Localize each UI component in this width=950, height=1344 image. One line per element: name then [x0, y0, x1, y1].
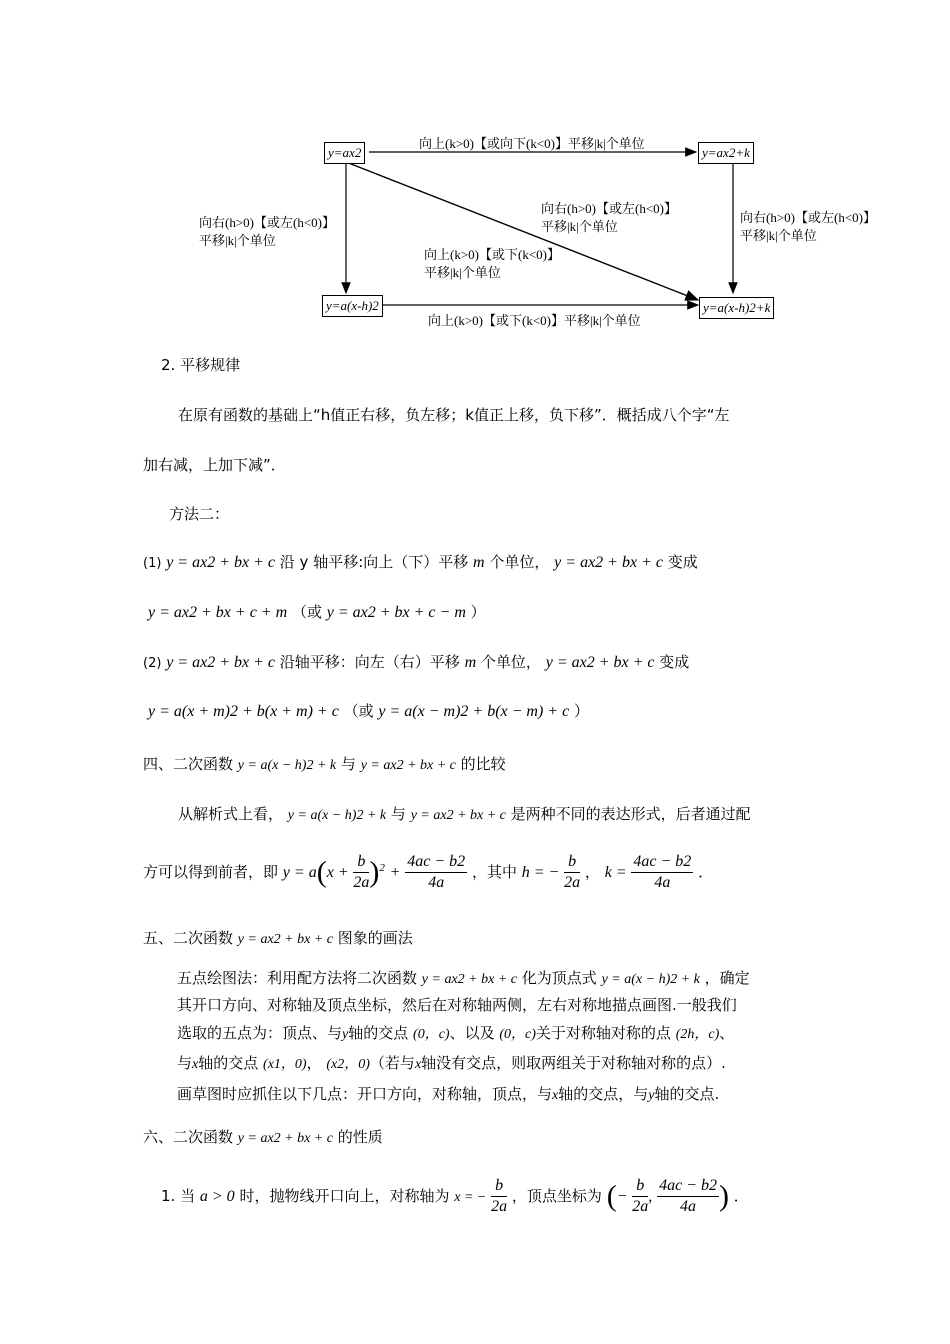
- left-paren: (: [316, 855, 327, 889]
- section-6-item-1: [161, 1176, 749, 1217]
- s6-item-c: ，顶点坐标为: [511, 1187, 602, 1205]
- fraction-b-over-2a: [353, 852, 369, 893]
- s5-l3-e: 、: [719, 1024, 735, 1042]
- s5-l5-b: 轴的交点，与: [558, 1085, 649, 1103]
- rule-paragraph-line1: 在原有函数的基础上“h值正右移，负左移；k值正上移，负下移”．概括成八个字“左: [178, 406, 730, 424]
- s5-l1-c: ，确定: [704, 969, 750, 987]
- s6-axis-eq: x = −: [454, 1190, 487, 1205]
- frac-numerator: b: [632, 1176, 648, 1197]
- section-6-heading-tail: 的性质: [337, 1128, 383, 1146]
- s5-l3-b: 轴的交点: [348, 1024, 409, 1042]
- method-2-or: （或: [343, 702, 374, 720]
- section-5-line1: [177, 967, 750, 988]
- edge-left-label-1: 向右(h>0)【或左(h<0)】: [199, 215, 335, 230]
- s5-l1-eq2: y = a(x − h)2 + k: [601, 972, 700, 987]
- s6-comma: ,: [648, 1188, 653, 1205]
- s6-condition: a > 0: [199, 1188, 235, 1205]
- s6-item-a: 1. 当: [161, 1187, 196, 1205]
- s5-point-y-intercept: (0，c): [499, 1027, 536, 1042]
- method-1-text-2: 个单位，: [489, 553, 550, 571]
- rule-paragraph-line2: 加右减，上加下减”．: [143, 456, 286, 474]
- frac-denominator: 4a: [654, 874, 671, 891]
- frac-numerator: 4ac − b2: [631, 852, 693, 873]
- method-1-result-alt: y = ax2 + bx + c − m: [326, 604, 466, 621]
- section-4-x-plus: x +: [326, 864, 349, 881]
- method-2-eq-a: y = ax2 + bx + c: [166, 654, 275, 671]
- section-4-p1-eq1: y = a(x − h)2 + k: [287, 808, 387, 823]
- section-4-y-eq: y = a: [282, 864, 317, 881]
- s6-axis-fraction: [491, 1176, 507, 1217]
- s5-l4-e: 轴没有交点，则取两组关于对称轴对称的点）.: [421, 1054, 726, 1072]
- s5-l4-x: x: [192, 1057, 199, 1072]
- translation-diagram: [0, 0, 950, 340]
- section-4-p1-a: 从解析式上看，: [178, 805, 284, 823]
- s5-l1-eq: y = ax2 + bx + c: [421, 972, 517, 987]
- frac-numerator: 4ac − b2: [405, 852, 467, 873]
- frac-denominator: 4a: [428, 874, 445, 891]
- section-4-where: ，其中: [471, 863, 517, 881]
- section-4-para-line1: [178, 803, 751, 824]
- method-1-eq-a: y = ax2 + bx + c: [166, 554, 275, 571]
- method-1-line1: [143, 551, 698, 572]
- period: ．: [698, 863, 714, 881]
- method-1-number: (1): [143, 556, 162, 571]
- s5-l3-d: 关于对称轴对称的点: [535, 1024, 671, 1042]
- edge-bottom-label: 向上(k>0)【或下(k<0)】平移|k|个单位: [428, 313, 641, 328]
- h-equals: h = −: [521, 864, 560, 881]
- s6-item-b: 时，抛物线开口向上，对称轴为: [239, 1187, 450, 1205]
- left-paren: (: [606, 1179, 617, 1213]
- section-4-heading: [143, 753, 506, 774]
- edge-top-label: 向上(k>0)【或向下(k<0)】平移|k|个单位: [419, 136, 645, 151]
- method-2-eq-b: y = ax2 + bx + c: [545, 654, 655, 671]
- section-2-heading: 2. 平移规律: [161, 356, 241, 374]
- section-5-line4: [177, 1052, 726, 1073]
- edge-diag-a-label-1: 向右(h>0)【或左(h<0)】: [541, 201, 677, 216]
- arrow-diagonal: [346, 162, 698, 300]
- method-1-m: m: [473, 554, 485, 571]
- frac-numerator: b: [353, 852, 369, 873]
- right-paren: ): [369, 855, 380, 889]
- section-4-compare: 的比较: [460, 755, 506, 773]
- frac-numerator: b: [564, 852, 580, 873]
- s5-l1-a: 五点绘图法：利用配方法将二次函数: [177, 969, 418, 987]
- s5-point-symmetric: (2h，c): [675, 1027, 720, 1042]
- method-2-close: ）: [573, 702, 589, 720]
- period: ．: [733, 1187, 749, 1205]
- s5-l5-x: x: [552, 1088, 559, 1103]
- node-bottom-right: y=a(x-h)2+k: [699, 297, 774, 319]
- method-2-text-1: 沿轴平移：向左（右）平移: [279, 653, 460, 671]
- s5-l5-a: 画草图时应抓住以下几点：开口方向，对称轴，顶点，与: [177, 1085, 553, 1103]
- frac-denominator: 2a: [564, 874, 581, 891]
- s5-l5-y: y: [648, 1088, 655, 1103]
- right-paren: ): [718, 1179, 729, 1213]
- method-2-m: m: [464, 654, 477, 671]
- section-5-line5: [177, 1083, 719, 1104]
- s5-l1-b: 化为顶点式: [521, 969, 597, 987]
- frac-denominator: 4a: [680, 1198, 697, 1215]
- method-2-line1: [143, 651, 689, 672]
- method-2-number: (2): [143, 656, 162, 671]
- frac-numerator: 4ac − b2: [657, 1176, 719, 1197]
- plus-sign: +: [389, 864, 401, 881]
- method-1-result: y = ax2 + bx + c + m: [148, 604, 288, 621]
- frac-numerator: b: [491, 1176, 507, 1197]
- square-exponent: 2: [379, 862, 385, 874]
- k-equals: k =: [604, 864, 627, 881]
- method-1-line2: [148, 601, 486, 622]
- section-4-para-line2: [143, 852, 713, 893]
- section-6-eq: y = ax2 + bx + c: [237, 1131, 333, 1146]
- section-4-p2-a: 方可以得到前者，即: [143, 863, 279, 881]
- method-1-text-3: 变成: [667, 553, 698, 571]
- s5-l3-a: 选取的五点为：顶点、与: [177, 1024, 343, 1042]
- s5-l4-b: 轴的交点: [198, 1054, 259, 1072]
- frac-denominator: 2a: [491, 1198, 508, 1215]
- section-5-heading-tail: 图象的画法: [337, 929, 413, 947]
- section-5-line2: 其开口方向、对称轴及顶点坐标，然后在对称轴两侧，左右对称地描点画图.一般我们: [177, 996, 737, 1014]
- s5-l3-y: y: [342, 1027, 349, 1042]
- s5-l4-x2: x: [414, 1057, 422, 1072]
- s5-l4-c: ，: [306, 1054, 322, 1072]
- fraction-k-value: [405, 852, 467, 893]
- s5-l5-c: 轴的交点.: [654, 1085, 720, 1103]
- edge-right-label-2: 平移|k|个单位: [740, 228, 817, 243]
- node-top-right: y=ax2+k: [698, 142, 754, 164]
- method-1-text-1: 沿 y 轴平移:向上（下）平移: [279, 553, 469, 571]
- s5-point-x1: (x1，0): [263, 1057, 307, 1072]
- section-5-heading: [143, 927, 413, 948]
- node-bottom-left: y=a(x-h)2: [322, 295, 383, 317]
- method-two-label: 方法二：: [169, 505, 230, 523]
- s5-l4-d: （若与: [369, 1054, 415, 1072]
- section-4-eq-vertex: y = a(x − h)2 + k: [237, 758, 337, 773]
- method-2-text-2: 个单位，: [480, 653, 541, 671]
- s5-l3-c: 、以及: [449, 1024, 495, 1042]
- section-4-heading-text: 四、二次函数: [143, 755, 234, 773]
- method-1-close: ）: [470, 603, 486, 621]
- edge-diag-b-label-1: 向上(k>0)【或下(k<0)】: [424, 247, 560, 262]
- section-4-and: 与: [340, 755, 356, 773]
- fraction-h: [564, 852, 580, 893]
- section-4-p1-b: 与: [390, 805, 406, 823]
- frac-denominator: 2a: [632, 1198, 649, 1215]
- comma: ，: [584, 863, 600, 881]
- s6-neg: −: [616, 1188, 628, 1205]
- s6-vertex-x-fraction: [632, 1176, 648, 1217]
- s5-l4-a: 与: [177, 1054, 193, 1072]
- method-2-result: y = a(x + m)2 + b(x + m) + c: [148, 703, 339, 720]
- method-2-text-3: 变成: [659, 653, 690, 671]
- section-4-eq-general: y = ax2 + bx + c: [360, 758, 456, 773]
- method-2-line2: [148, 700, 589, 721]
- s5-point-x2: (x2，0): [326, 1057, 370, 1072]
- edge-right-label-1: 向右(h>0)【或左(h<0)】: [740, 210, 876, 225]
- edge-diag-a-label-2: 平移|k|个单位: [541, 219, 618, 234]
- section-5-eq: y = ax2 + bx + c: [237, 932, 333, 947]
- s6-vertex-y-fraction: [657, 1176, 719, 1217]
- section-4-p1-c: 是两种不同的表达形式，后者通过配: [510, 805, 751, 823]
- section-4-p1-eq2: y = ax2 + bx + c: [410, 808, 506, 823]
- method-1-or: （或: [291, 603, 322, 621]
- method-1-eq-b: y = ax2 + bx + c: [554, 554, 663, 571]
- section-5-line3: [177, 1022, 734, 1043]
- s5-point-vertex-y: (0，c): [413, 1027, 450, 1042]
- section-6-heading: [143, 1126, 383, 1147]
- node-top-left: y=ax2: [324, 142, 365, 164]
- section-6-heading-text: 六、二次函数: [143, 1128, 234, 1146]
- frac-denominator: 2a: [353, 874, 370, 891]
- edge-diag-b-label-2: 平移|k|个单位: [424, 265, 501, 280]
- fraction-k: [631, 852, 693, 893]
- edge-left-label-2: 平移|k|个单位: [199, 233, 276, 248]
- method-2-result-alt: y = a(x − m)2 + b(x − m) + c: [378, 703, 570, 720]
- section-5-heading-text: 五、二次函数: [143, 929, 234, 947]
